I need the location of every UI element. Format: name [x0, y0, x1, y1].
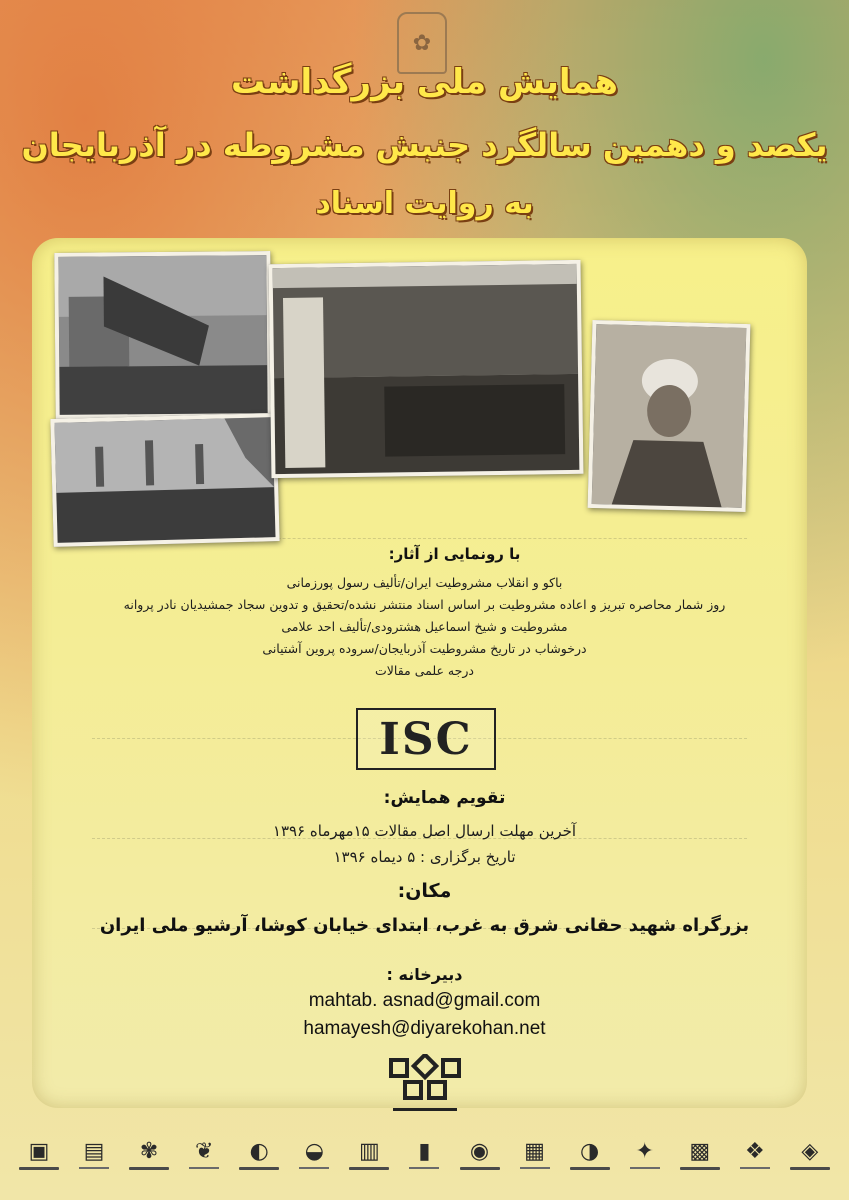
org-logo-icon: ❖ [732, 1130, 778, 1178]
archive-logo-icon [380, 1050, 470, 1122]
org-logo-icon: ◉ [457, 1130, 503, 1178]
sponsor-logos [16, 1126, 833, 1182]
org-logo-icon: ❦ [181, 1130, 227, 1178]
calendar-line: آخرین مهلت ارسال اصل مقالات ۱۵مهرماه ۱۳۹۶ [272, 822, 577, 840]
org-logo-icon: ✾ [126, 1130, 172, 1178]
emblem-icon: ✿ [397, 12, 447, 74]
photo-cleric-portrait [588, 320, 751, 512]
title-line-3: به روایت اسناد [315, 186, 534, 221]
title-line-2: یکصد و دهمین سالگرد جنبش مشروطه در آذربایجان [21, 126, 828, 164]
org-logo-icon: ▤ [71, 1130, 117, 1178]
org-logo-icon: ◐ [236, 1130, 282, 1178]
photo-flag-crowd [54, 251, 271, 419]
email-link-1[interactable]: mahtab. asnad@gmail.com [308, 990, 541, 1011]
works-heading: با رونمایی از آثار: [388, 545, 521, 563]
org-logo-icon: ◒ [291, 1130, 337, 1178]
work-item: درجه علمی مقالات [375, 663, 474, 678]
org-logo-icon: ▮ [401, 1130, 447, 1178]
work-item: مشروطیت و شیخ اسماعیل هشترودی/تألیف احد علامی [281, 619, 568, 634]
org-logo-icon: ▥ [346, 1130, 392, 1178]
org-logo-icon: ✦ [622, 1130, 668, 1178]
work-item: درخوشاب در تاریخ مشروطیت آذربایجان/سروده پروین آشتیانی [262, 641, 587, 656]
org-logo-icon: ▩ [677, 1130, 723, 1178]
secretariat-heading: دبیرخانه : [386, 965, 463, 984]
org-logo-icon: ◑ [567, 1130, 613, 1178]
venue-address: بزرگراه شهید حقانی شرق به غرب، ابتدای خیابان کوشا، آرشیو ملی ایران [99, 915, 750, 936]
works-list [60, 572, 789, 682]
org-logo-icon: ▦ [512, 1130, 558, 1178]
calendar-list [60, 818, 789, 870]
calendar-line: تاریخ برگزاری : ۵ دیماه ۱۳۹۶ [333, 848, 516, 866]
photo-hanging-scene [50, 413, 279, 547]
work-item: باکو و انقلاب مشروطیت ایران/تألیف رسول پورزمانی [286, 575, 563, 590]
title-line-1: همایش ملی بزرگداشت [231, 62, 618, 102]
work-item: روز شمار محاصره تبریز و اعاده مشروطیت بر اساس اسناد منتشر نشده/تحقیق و تدوین سجاد جمشیدیان نادر پروانه [123, 597, 726, 612]
calendar-heading: تقویم همایش: [383, 788, 506, 808]
org-logo-icon: ◈ [787, 1130, 833, 1178]
isc-stamp: ISC [356, 708, 496, 770]
org-logo-icon: ▣ [16, 1130, 62, 1178]
email-link-2[interactable]: hamayesh@diyarekohan.net [303, 1018, 546, 1039]
photo-group-revolutionaries [269, 260, 584, 478]
venue-heading: مکان: [397, 880, 452, 902]
